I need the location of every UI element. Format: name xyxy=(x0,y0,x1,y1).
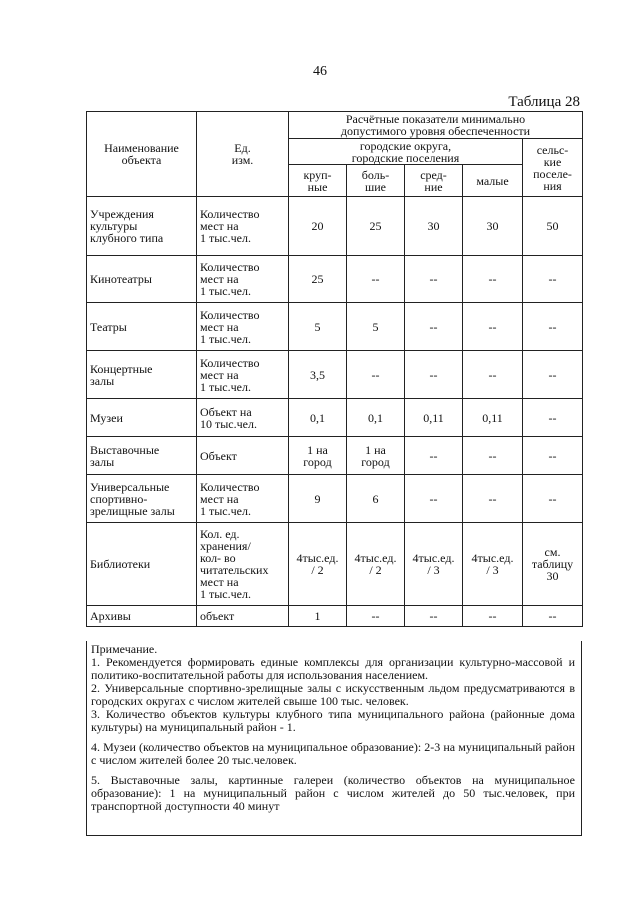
row-name: Концертные залы xyxy=(87,351,197,399)
notes-section xyxy=(86,641,582,836)
cell-value: 1 на город xyxy=(347,437,405,475)
standards-table xyxy=(86,111,583,627)
table-row xyxy=(87,523,583,606)
note-item: 5. Выставочные залы, картинные галереи (количество объектов на муниципальное образование): 1 на муниципальный район с числом жителей до 50 тыс.человек, при транспортной доступности 40 минут xyxy=(91,773,575,813)
row-unit: Количество мест на 1 тыс.чел. xyxy=(197,256,289,303)
cell-value: 1 xyxy=(289,606,347,627)
cell-value: 5 xyxy=(289,303,347,351)
cell-value: 4тыс.ед. / 3 xyxy=(463,523,523,606)
cell-value: -- xyxy=(405,351,463,399)
header-urban: городские округа, городские поселения xyxy=(289,139,523,165)
cell-value: см. таблицу 30 xyxy=(523,523,583,606)
cell-value: -- xyxy=(523,303,583,351)
cell-value: 4тыс.ед. / 2 xyxy=(347,523,405,606)
table-row xyxy=(87,606,583,627)
header-unit: Ед. изм. xyxy=(197,112,289,197)
header-group: Расчётные показатели минимально допустимого уровня обеспеченности xyxy=(289,112,583,139)
cell-value: -- xyxy=(523,606,583,627)
cell-value: 0,1 xyxy=(347,399,405,437)
table-row xyxy=(87,437,583,475)
cell-value: 30 xyxy=(463,197,523,256)
table-row xyxy=(87,303,583,351)
cell-value: -- xyxy=(463,437,523,475)
notes-title: Примечание. xyxy=(91,642,158,656)
header-name: Наименование объекта xyxy=(87,112,197,197)
cell-value: -- xyxy=(405,437,463,475)
cell-value: -- xyxy=(463,606,523,627)
row-name: Музеи xyxy=(87,399,197,437)
row-unit: объект xyxy=(197,606,289,627)
cell-value: 5 xyxy=(347,303,405,351)
header-sub-large: круп- ные xyxy=(289,165,347,197)
cell-value: -- xyxy=(523,399,583,437)
cell-value: -- xyxy=(347,256,405,303)
cell-value: 0,1 xyxy=(289,399,347,437)
cell-value: -- xyxy=(405,256,463,303)
cell-value: 25 xyxy=(347,197,405,256)
cell-value: 30 xyxy=(405,197,463,256)
cell-value: -- xyxy=(463,303,523,351)
row-unit: Количество мест на 1 тыс.чел. xyxy=(197,197,289,256)
note-item: 1. Рекомендуется формировать единые комплексы для организации культурно-массовой и политико-воспитательной работы для использования населением. xyxy=(91,655,575,682)
table-caption: Таблица 28 xyxy=(508,94,580,110)
header-rural: сельс- кие поселе- ния xyxy=(523,139,583,197)
cell-value: 0,11 xyxy=(405,399,463,437)
table-row xyxy=(87,399,583,437)
note-item: 2. Универсальные спортивно-зрелищные залы с искусственным льдом предусматриваются в городских округах с числом жителей свыше 100 тыс. человек. xyxy=(91,681,575,708)
cell-value: -- xyxy=(523,256,583,303)
cell-value: -- xyxy=(463,351,523,399)
cell-value: -- xyxy=(347,351,405,399)
header-sub-big: боль- шие xyxy=(347,165,405,197)
cell-value: 6 xyxy=(347,475,405,523)
row-name: Театры xyxy=(87,303,197,351)
table-row xyxy=(87,475,583,523)
row-unit: Объект xyxy=(197,437,289,475)
cell-value: 9 xyxy=(289,475,347,523)
row-name: Выставочные залы xyxy=(87,437,197,475)
cell-value: -- xyxy=(523,475,583,523)
cell-value: -- xyxy=(463,475,523,523)
row-name: Кинотеатры xyxy=(87,256,197,303)
cell-value: 0,11 xyxy=(463,399,523,437)
page-number: 46 xyxy=(313,64,327,79)
cell-value: -- xyxy=(523,437,583,475)
cell-value: 4тыс.ед. / 3 xyxy=(405,523,463,606)
cell-value: 50 xyxy=(523,197,583,256)
row-name: Учреждения культуры клубного типа xyxy=(87,197,197,256)
cell-value: 3,5 xyxy=(289,351,347,399)
table-row xyxy=(87,256,583,303)
note-item: 4. Музеи (количество объектов на муниципальное образование): 2-3 на муниципальный район с числом жителей более 20 тыс.человек. xyxy=(91,740,575,767)
row-unit: Кол. ед. хранения/ кол- во читательских мест на 1 тыс.чел. xyxy=(197,523,289,606)
cell-value: 20 xyxy=(289,197,347,256)
row-name: Библиотеки xyxy=(87,523,197,606)
table-row xyxy=(87,351,583,399)
row-name: Архивы xyxy=(87,606,197,627)
row-unit: Количество мест на 1 тыс.чел. xyxy=(197,303,289,351)
cell-value: 25 xyxy=(289,256,347,303)
header-sub-medium: сред- ние xyxy=(405,165,463,197)
cell-value: -- xyxy=(347,606,405,627)
cell-value: -- xyxy=(405,303,463,351)
cell-value: 1 на город xyxy=(289,437,347,475)
row-unit: Количество мест на 1 тыс.чел. xyxy=(197,351,289,399)
row-name: Универсальные спортивно- зрелищные залы xyxy=(87,475,197,523)
note-item: 3. Количество объектов культуры клубного типа муниципального района (районные дома культуры) на муниципальный район - 1. xyxy=(91,707,575,734)
cell-value: 4тыс.ед. / 2 xyxy=(289,523,347,606)
header-sub-small: малые xyxy=(463,165,523,197)
cell-value: -- xyxy=(523,351,583,399)
row-unit: Количество мест на 1 тыс.чел. xyxy=(197,475,289,523)
cell-value: -- xyxy=(405,606,463,627)
row-unit: Объект на 10 тыс.чел. xyxy=(197,399,289,437)
table-row xyxy=(87,197,583,256)
cell-value: -- xyxy=(463,256,523,303)
cell-value: -- xyxy=(405,475,463,523)
